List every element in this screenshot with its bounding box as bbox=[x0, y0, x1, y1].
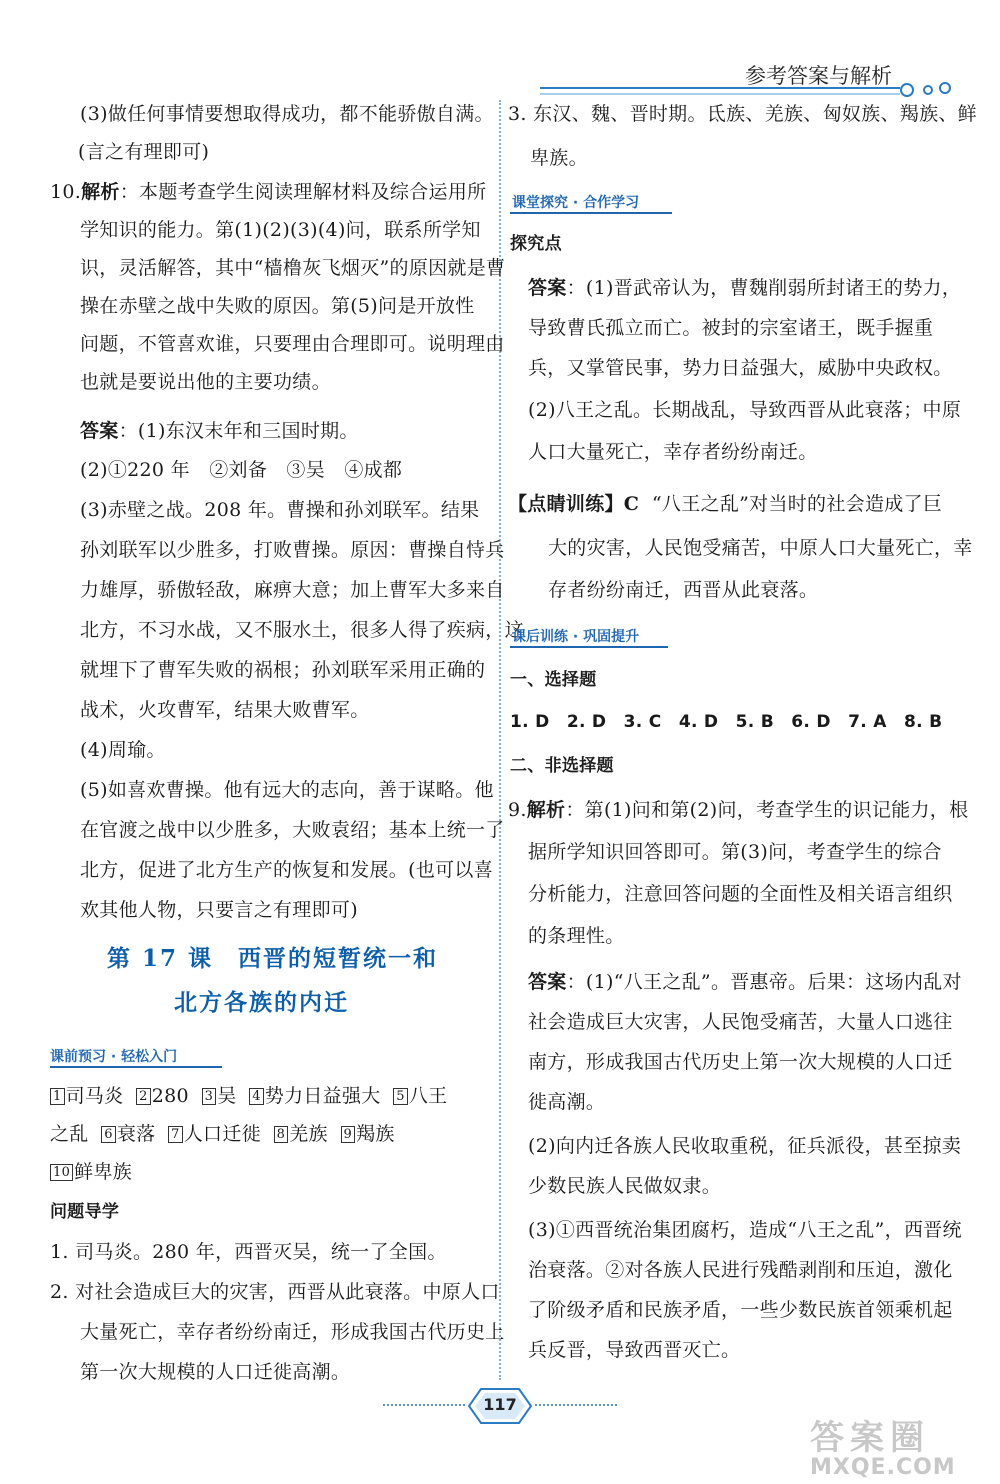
text-line: 第一次大规模的人口迁徙高潮。 bbox=[80, 1361, 351, 1383]
text-span: 鲜卑族 bbox=[74, 1161, 133, 1183]
page-number: 117 bbox=[483, 1395, 517, 1414]
answer-label: 答案 bbox=[528, 971, 567, 993]
section-heading-class: 课堂探究 · 合作学习 bbox=[512, 195, 640, 211]
answer-line bbox=[528, 276, 961, 300]
text-line: 识，灵活解答，其中“樯橹灰飞烟灭”的原因就是曹 bbox=[80, 257, 506, 279]
text-line: 孙刘联军以少胜多，打败曹操。原因：曹操自恃兵 bbox=[80, 539, 505, 561]
text-line: 徙高潮。 bbox=[528, 1091, 606, 1113]
answer-line bbox=[528, 970, 962, 994]
text-line: 1. 司马炎。280 年，西晋灭吴，统一了全国。 bbox=[50, 1241, 447, 1263]
number-box: 2 bbox=[136, 1088, 151, 1105]
answer-line bbox=[80, 419, 359, 443]
number-box: 4 bbox=[249, 1088, 264, 1105]
text-line: 2. 对社会造成巨大的灾害，西晋从此衰落。中原人口 bbox=[50, 1281, 500, 1303]
text-span: 之乱 bbox=[50, 1123, 89, 1145]
text-line: (2)向内迁各族人民收取重税，征兵派役，甚至掠卖 bbox=[528, 1135, 962, 1157]
text-line: 人口大量死亡，幸存者纷纷南迁。 bbox=[528, 441, 818, 463]
text-line: 力雄厚，骄傲轻敌，麻痹大意；加上曹军大多来自 bbox=[80, 579, 505, 601]
question-number: 10. bbox=[50, 181, 82, 203]
number-box: 6 bbox=[101, 1126, 116, 1143]
header-decoration-icon bbox=[540, 74, 960, 104]
text-line: 大量死亡，幸存者纷纷南迁，形成我国古代历史上 bbox=[80, 1321, 505, 1343]
section-heading-preview: 课前预习 · 轻松入门 bbox=[50, 1049, 178, 1065]
number-box: 5 bbox=[393, 1088, 408, 1105]
text-span: ：(1)晋武帝认为，曹魏削弱所封诸王的势力， bbox=[566, 277, 962, 299]
text-line: 战术，火攻曹军，结果大败曹军。 bbox=[80, 699, 370, 721]
text-line: 少数民族人民做奴隶。 bbox=[528, 1175, 722, 1197]
section-underline bbox=[50, 1066, 222, 1068]
text-line: 欢其他人物，只要言之有理即可) bbox=[80, 899, 358, 921]
key-training-line bbox=[508, 492, 942, 516]
text-line: 操在赤壁之战中失败的原因。第(5)问是开放性 bbox=[80, 295, 475, 317]
answer-label: 答案 bbox=[80, 420, 119, 442]
explore-heading: 探究点 bbox=[510, 234, 562, 254]
page-number-badge bbox=[465, 1383, 535, 1429]
text-line: (3)做任何事情要想取得成功，都不能骄傲自满。 bbox=[80, 103, 494, 125]
text-line: 学知识的能力。第(1)(2)(3)(4)问，联系所学知 bbox=[80, 219, 481, 241]
guide-heading: 问题导学 bbox=[50, 1202, 120, 1222]
text-line: 南方，形成我国古代历史上第一次大规模的人口迁 bbox=[528, 1051, 953, 1073]
text-line: 大的灾害，人民饱受痛苦，中原人口大量死亡，幸 bbox=[548, 537, 973, 559]
text-line: 北方，促进了北方生产的恢复和发展。(也可以喜 bbox=[80, 859, 494, 881]
text-line: 导致曹氏孤立而亡。被封的宗室诸王，既手握重 bbox=[528, 317, 934, 339]
analysis-label: 解析 bbox=[81, 181, 120, 203]
text-line: 也就是要说出他的主要功绩。 bbox=[80, 371, 331, 393]
text-line: (4)周瑜。 bbox=[80, 739, 166, 761]
text-line: 兵，又掌管民事，势力日益强大，威胁中央政权。 bbox=[528, 357, 953, 379]
text-span: ：(1)东汉末年和三国时期。 bbox=[118, 420, 359, 442]
preview-line-3 bbox=[50, 1160, 132, 1184]
number-box: 7 bbox=[168, 1126, 183, 1143]
text-line: (言之有理即可) bbox=[78, 141, 210, 163]
text-span: 司马炎 bbox=[65, 1085, 124, 1107]
text-line: 治衰落。②对各族人民进行残酷剥削和压迫，激化 bbox=[528, 1259, 953, 1281]
key-training-label: 【点睛训练】C bbox=[508, 493, 640, 515]
number-box: 9 bbox=[341, 1126, 356, 1143]
text-line: 在官渡之战中以少胜多，大败袁绍；基本上统一了 bbox=[80, 819, 505, 841]
preview-line-1 bbox=[50, 1084, 447, 1108]
mc-heading: 一、选择题 bbox=[510, 670, 597, 690]
text-line: 了阶级矛盾和民族矛盾，一些少数民族首领乘机起 bbox=[528, 1299, 953, 1321]
column-divider bbox=[499, 100, 501, 1380]
question-10-line bbox=[50, 180, 486, 204]
text-span: 八王 bbox=[408, 1085, 448, 1107]
text-line: 北方，不习水战，又不服水土，很多人得了疾病，这 bbox=[80, 619, 524, 641]
lesson-title-line1: 第 17 课 西晋的短暂统一和 bbox=[107, 945, 439, 972]
text-span: ：(1)“八王之乱”。晋惠帝。后果：这场内乱对 bbox=[566, 971, 962, 993]
watermark-url: MXQE.COM bbox=[810, 1455, 956, 1480]
analysis-label: 解析 bbox=[526, 799, 566, 821]
text-line: 卑族。 bbox=[530, 147, 588, 169]
text-line: 存者纷纷南迁，西晋从此衰落。 bbox=[548, 579, 819, 601]
text-span: ：本题考查学生阅读理解材料及综合运用所 bbox=[119, 181, 487, 203]
text-line: 分析能力，注意回答问题的全面性及相关语言组织 bbox=[528, 883, 953, 905]
number-box: 8 bbox=[274, 1126, 289, 1143]
text-line: 就埋下了曹军失败的祸根；孙刘联军采用正确的 bbox=[80, 659, 486, 681]
text-span: 羌族 bbox=[289, 1123, 328, 1145]
question-9-line bbox=[508, 798, 968, 822]
number-box: 1 bbox=[50, 1088, 65, 1105]
text-line: (2)八王之乱。长期战乱，导致西晋从此衰落；中原 bbox=[528, 399, 962, 421]
text-span: ：第(1)问和第(2)问，考查学生的识记能力，根 bbox=[565, 799, 969, 821]
text-span: 衰落 bbox=[116, 1123, 156, 1145]
text-line: (5)如喜欢曹操。他有远大的志向，善于谋略。他 bbox=[80, 779, 494, 801]
question-number: 9. bbox=[508, 799, 527, 821]
page-number-dots bbox=[383, 1404, 465, 1406]
number-box: 3 bbox=[202, 1088, 217, 1105]
nonmc-heading: 二、非选择题 bbox=[510, 756, 614, 776]
number-box: 10 bbox=[50, 1164, 73, 1181]
preview-line-2 bbox=[50, 1122, 395, 1146]
text-span: 羯族 bbox=[356, 1123, 395, 1145]
text-span: 280 bbox=[151, 1085, 189, 1107]
text-span: 势力日益强大 bbox=[264, 1085, 381, 1107]
section-underline bbox=[510, 212, 672, 214]
text-span: “八王之乱”对当时的社会造成了巨 bbox=[651, 493, 943, 515]
text-line: 的条理性。 bbox=[528, 925, 625, 947]
page-number-dots bbox=[535, 1404, 617, 1406]
answer-label: 答案 bbox=[528, 277, 567, 299]
lesson-title-line2: 北方各族的内迁 bbox=[174, 989, 349, 1016]
text-line: 据所学知识回答即可。第(3)问，考查学生的综合 bbox=[528, 841, 942, 863]
text-line: 社会造成巨大灾害，人民饱受痛苦，大量人口逃往 bbox=[528, 1011, 953, 1033]
text-line: (3)①西晋统治集团腐朽，造成“八王之乱”，西晋统 bbox=[528, 1219, 962, 1241]
text-line: (2)①220 年 ②刘备 ③吴 ④成都 bbox=[80, 459, 403, 481]
section-underline bbox=[510, 646, 668, 648]
text-line: 兵反晋，导致西晋灭亡。 bbox=[528, 1339, 741, 1361]
header-title: 参考答案与解析 bbox=[745, 64, 892, 88]
text-span: 吴 bbox=[217, 1085, 237, 1107]
text-line: (3)赤壁之战。208 年。曹操和孙刘联军。结果 bbox=[80, 499, 480, 521]
text-line: 问题，不管喜欢谁，只要理由合理即可。说明理由 bbox=[80, 333, 505, 355]
text-line: 3. 东汉、魏、晋时期。氐族、羌族、匈奴族、羯族、鲜 bbox=[508, 103, 977, 125]
text-span: 人口迁徙 bbox=[183, 1123, 261, 1145]
section-heading-after: 课后训练 · 巩固提升 bbox=[512, 629, 640, 645]
watermark-logo bbox=[810, 1410, 956, 1480]
watermark-text: 答案圈 bbox=[810, 1418, 930, 1458]
mc-answers: 1. D 2. D 3. C 4. D 5. B 6. D 7. A 8. B bbox=[510, 712, 943, 732]
